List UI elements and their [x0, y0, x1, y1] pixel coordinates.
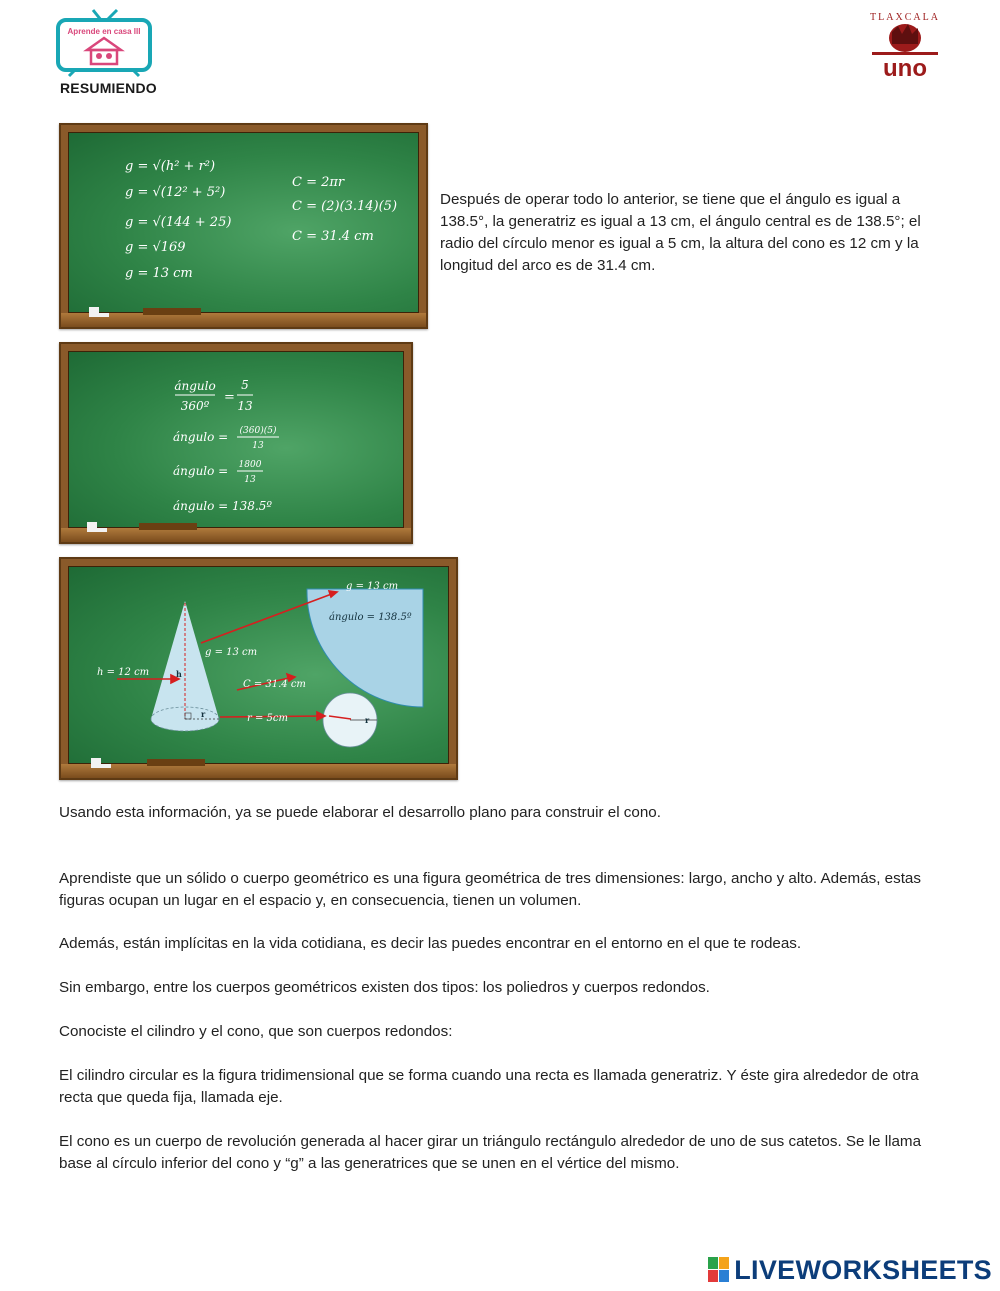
paragraph-3: Además, están implícitas en la vida cotidiana, es decir las puedes encontrar en el entorno en el que te rodeas. [59, 935, 802, 952]
arc-length-label: C = 31.4 cm [243, 679, 306, 690]
paragraph-7: El cono es un cuerpo de revolución generada al hacer girar un triángulo rectángulo alrededor de uno de sus catetos. Se le llama base al círculo inferior del cono y “g” a las generatrices que se unen en el vértice del mismo. [59, 1133, 922, 1172]
angle-line3-lhs: ángulo = [173, 464, 229, 478]
formula-c-1: C = 2πr [292, 175, 345, 190]
circle-r-mark: r [365, 715, 370, 725]
angle-line3-num: 1800 [238, 460, 262, 470]
tv-logo-text: Aprende en casa III [67, 27, 141, 36]
radius-label: r = 5cm [247, 713, 288, 724]
angle-line2-num: (360)(5) [239, 426, 277, 436]
liveworksheets-badge-icon [708, 1257, 730, 1283]
sector-figure [307, 589, 423, 707]
formula-g-1: g = √(h² + r²) [125, 159, 216, 174]
summary-paragraph: Después de operar todo lo anterior, se tiene que el ángulo es igual a 138.5°, la generatriz es igual a 13 cm, el ángulo central es de 138.5°; el radio del círculo menor es igual a 5 cm, la altura del cono es 12 cm y la longitud del arco es de 31.4 cm. [440, 191, 921, 274]
angle-line3-den: 13 [244, 475, 256, 485]
cone-g-label: g = 13 cm [205, 647, 258, 658]
formula-g-3: g = √(144 + 25) [125, 215, 232, 230]
formula-g-5: g = 13 cm [125, 266, 193, 281]
cone-h-mark: h [176, 669, 182, 679]
cone-h-label: h = 12 cm [97, 667, 150, 678]
school-logo-bottom: uno [883, 55, 927, 80]
liveworksheets-logo[interactable] [708, 1255, 992, 1285]
sector-angle-label: ángulo = 138.5º [329, 612, 412, 623]
formula-c-3: C = 31.4 cm [292, 229, 374, 244]
paragraph-6: El cilindro circular es la figura tridimensional que se forma cuando una recta es llamada generatriz. Y éste gira alrededor de otra recta que queda fija, llamada eje. [59, 1067, 919, 1106]
school-logo [862, 8, 948, 80]
angle-line2-den: 13 [252, 441, 264, 451]
aprende-en-casa-logo [55, 8, 153, 78]
cone-figure [151, 601, 219, 731]
angle-result: ángulo = 138.5º [173, 499, 273, 513]
svg-text:=: = [224, 390, 235, 405]
chalkboard-angle [59, 342, 413, 544]
paragraph-4: Sin embargo, entre los cuerpos geométricos existen dos tipos: los poliedros y cuerpos redondos. [59, 979, 710, 996]
ratio-den: 13 [237, 399, 253, 413]
formula-g-2: g = √(12² + 5²) [125, 185, 226, 200]
paragraph-1: Usando esta información, ya se puede elaborar el desarrollo plano para construir el cono. [59, 804, 661, 821]
angle-line2-lhs: ángulo = [173, 430, 229, 444]
sector-g-label: g = 13 cm [346, 581, 399, 592]
formula-g-4: g = √169 [125, 240, 186, 255]
paragraph-5: Conociste el cilindro y el cono, que son cuerpos redondos: [59, 1023, 453, 1040]
formula-c-2: C = (2)(3.14)(5) [292, 199, 398, 214]
school-logo-top: TLAXCALA [870, 12, 940, 23]
section-title: RESUMIENDO [60, 80, 157, 96]
ratio-num: 5 [241, 378, 249, 392]
paragraph-2: Aprendiste que un sólido o cuerpo geométrico es una figura geométrica de tres dimensiones: largo, ancho y alto. Además, estas figuras ocupan un lugar en el espacio y, en consecuencia, tienen un volumen. [59, 870, 921, 909]
liveworksheets-brand: LIVEWORKSHEETS [734, 1254, 992, 1285]
chalkboard-generatrix [59, 123, 428, 329]
angle-fraction-num: ángulo [174, 379, 216, 393]
chalkboard-cone-net [59, 557, 458, 780]
angle-fraction-den: 360º [180, 399, 210, 413]
cone-r-mark: r [201, 709, 206, 719]
